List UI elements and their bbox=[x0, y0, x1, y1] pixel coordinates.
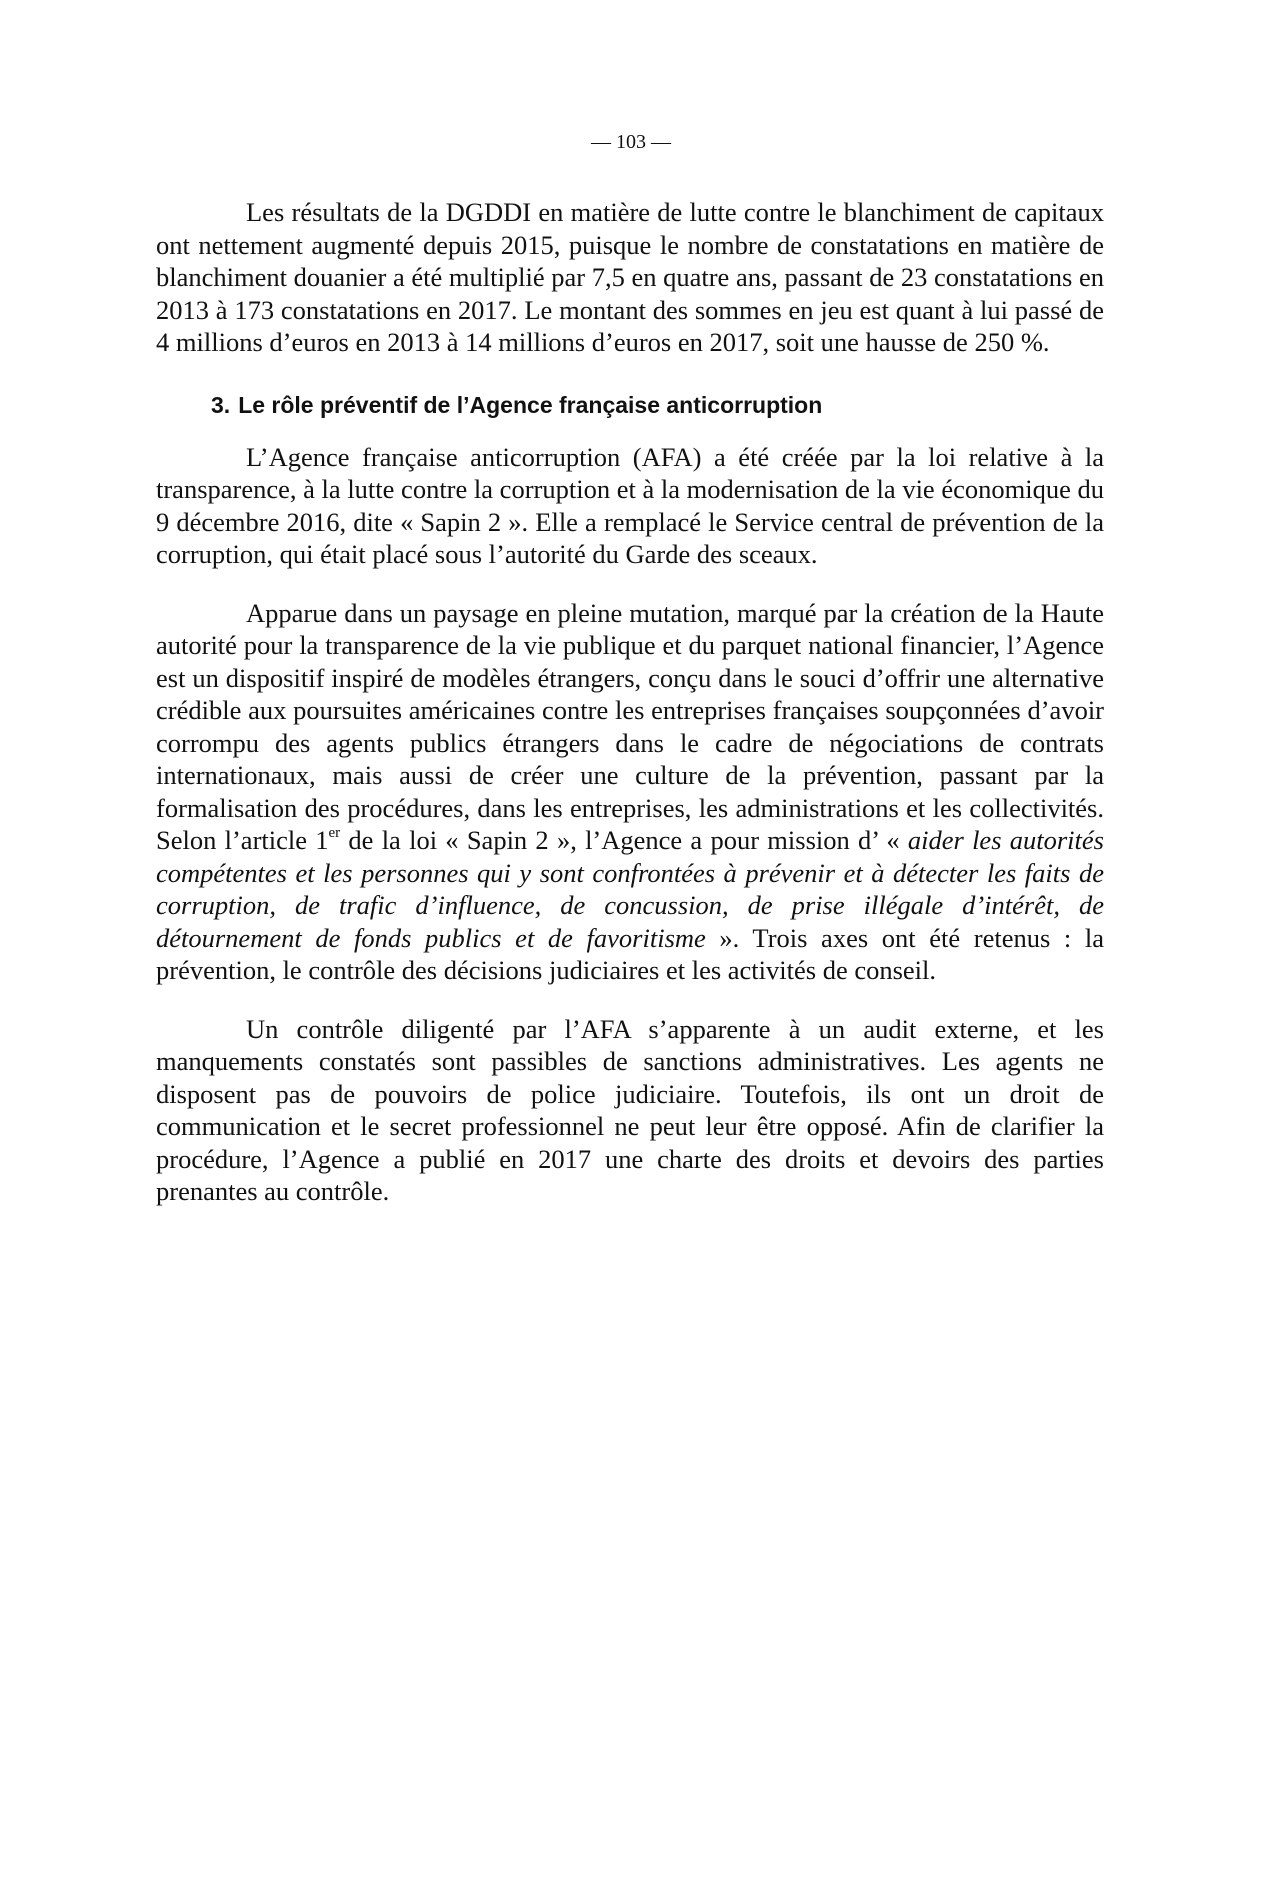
paragraph-afa-creation: L’Agence française anticorruption (AFA) a été créée par la loi relative à la transparence, à la lutte contre la corruption et à la modernisation de la vie économique du 9 décembre 2016, dite « Sapin 2 ». Elle a remplacé le Service central de prévention de la corruption, qui était placé sous l’autorité du Garde des sceaux. bbox=[156, 441, 1104, 569]
section-number: 3. bbox=[211, 391, 231, 418]
paragraph-afa-mission bbox=[156, 597, 1104, 987]
paragraph-afa-mission-text-2: de la loi « Sapin 2 », l’Agence a pour mission d’ « bbox=[340, 825, 908, 855]
paragraph-dgddi-results: Les résultats de la DGDDI en matière de lutte contre le blanchiment de capitaux ont nettement augmenté depuis 2015, puisque le nombre de constatations en matière de blanchiment douanier a été multiplié par 7,5 en quatre ans, passant de 23 constatations en 2013 à 173 constatations en 2017. Le montant des sommes en jeu est quant à lui passé de 4 millions d’euros en 2013 à 14 millions d’euros en 2017, soit une hausse de 250 %. bbox=[156, 197, 1104, 357]
section-title: Le rôle préventif de l’Agence française anticorruption bbox=[238, 391, 823, 418]
page-number: — 103 — bbox=[591, 131, 671, 153]
document-body bbox=[156, 196, 1104, 1208]
paragraph-afa-mission-text-1: Apparue dans un paysage en pleine mutation, marqué par la création de la Haute autorité pour la transparence de la vie publique et du parquet national financier, l’Agence est un dispositif inspiré de modèles étrangers, conçu dans le souci d’offrir une alternative crédible aux poursuites américaines contre les entreprises françaises soupçonnées d’avoir corrompu des agents publics étrangers dans le cadre de négociations de contrats internationaux, mais aussi de créer une culture de la prévention, passant par la formalisation des procédures, dans les entreprises, les administrations et les collectivités. Selon l’article 1 bbox=[156, 597, 1104, 855]
law-quotation: aider les autorités compétentes et les personnes qui y sont confrontées à prévenir et à détecter les faits de corruption, de trafic d’influence, de concussion, de prise illégale d’intérêt, de détournement de fonds publics et de favoritisme bbox=[156, 825, 1104, 953]
section-heading bbox=[211, 389, 1104, 421]
paragraph-afa-mission-text-3: ». Trois axes ont été retenus : la prévention, le contrôle des décisions judiciaires et les activités de conseil. bbox=[156, 922, 1105, 985]
paragraph-afa-control: Un contrôle diligenté par l’AFA s’apparente à un audit externe, et les manquements constatés sont passibles de sanctions administratives. Les agents ne disposent pas de pouvoirs de police judiciaire. Toutefois, ils ont un droit de communication et le secret professionnel ne peut leur être opposé. Afin de clarifier la procédure, l’Agence a publié en 2017 une charte des droits et devoirs des parties prenantes au contrôle. bbox=[156, 1013, 1104, 1206]
ordinal-superscript: er bbox=[328, 825, 341, 841]
